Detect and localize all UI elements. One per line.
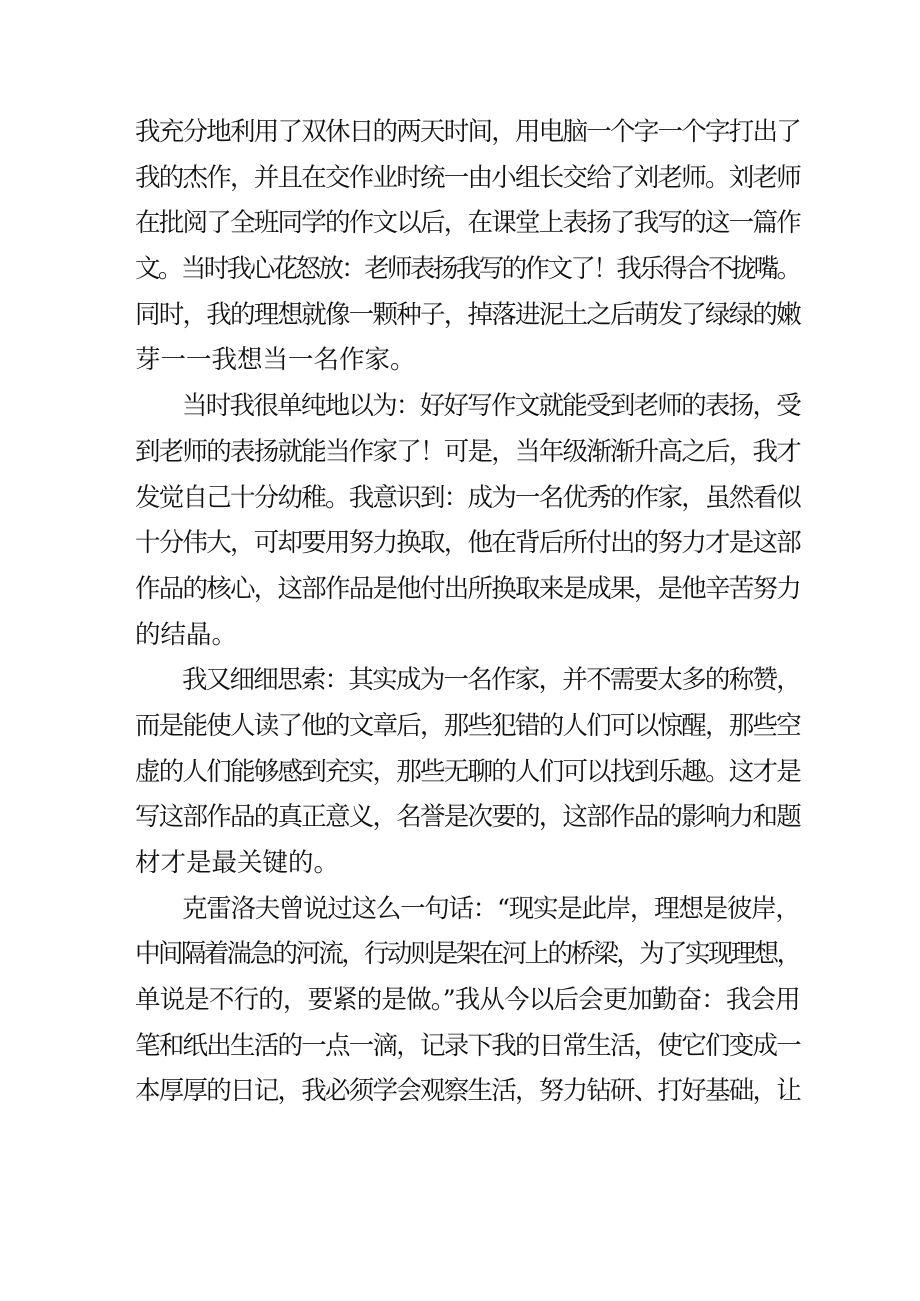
text-line: 我又细细思索：其实成为一名作家，并不需要太多的称赞， [182, 665, 800, 696]
text-line: 同时，我的理想就像一颗种子，掉落进泥土之后萌发了绿绿的嫩 [135, 299, 801, 330]
text-line: 单说是不行的，要紧的是做。”我从今以后会更加勤奋：我会用 [135, 985, 800, 1016]
paragraph-2 [135, 384, 800, 658]
text-line: 虚的人们能够感到充实，那些无聊的人们可以找到乐趣。这才是 [135, 756, 801, 787]
text-line: 本厚厚的日记，我必须学会观察生活，努力钻研、打好基础，让 [135, 1076, 801, 1107]
text-line: 写这部作品的真正意义，名誉是次要的，这部作品的影响力和题 [135, 802, 801, 833]
text-line: 的结晶。 [135, 619, 238, 650]
text-line: 中间隔着湍急的河流，行动则是架在河上的桥梁，为了实现理想， [135, 939, 800, 970]
text-line: 材才是最关键的。 [135, 848, 340, 878]
text-line: 当时我很单纯地以为：好好写作文就能受到老师的表扬，受 [182, 391, 800, 422]
text-line: 在批阅了全班同学的作文以后，在课堂上表扬了我写的这一篇作 [135, 208, 801, 239]
text-line: 文。当时我心花怒放：老师表扬我写的作文了！我乐得合不拢嘴。 [135, 254, 800, 285]
text-line: 到老师的表扬就能当作家了！可是，当年级渐渐升高之后，我才 [135, 436, 801, 467]
text-line: 而是能使人读了他的文章后，那些犯错的人们可以惊醒，那些空 [135, 710, 801, 741]
paragraph-4 [135, 887, 800, 1115]
text-line: 作品的核心，这部作品是他付出所换取来是成果，是他辛苦努力 [135, 573, 801, 604]
text-line: 克雷洛夫曾说过这么一句话：“现实是此岸，理想是彼岸， [182, 893, 800, 924]
text-line: 笔和纸出生活的一点一滴，记录下我的日常生活，使它们变成一 [135, 1030, 801, 1061]
text-line: 芽一一我想当一名作家。 [135, 345, 416, 376]
text-line: 发觉自己十分幼稚。我意识到：成为一名优秀的作家，虽然看似 [135, 482, 801, 513]
paragraph-3 [135, 658, 800, 886]
paragraph-1 [135, 110, 800, 384]
text-line: 我充分地利用了双休日的两天时间，用电脑一个字一个字打出了 [135, 117, 801, 147]
text-line: 十分伟大，可却要用努力换取，他在背后所付出的努力才是这部 [135, 528, 801, 559]
body-text [135, 110, 800, 1115]
text-line: 我的杰作，并且在交作业时统一由小组长交给了刘老师。刘老师 [135, 162, 801, 193]
